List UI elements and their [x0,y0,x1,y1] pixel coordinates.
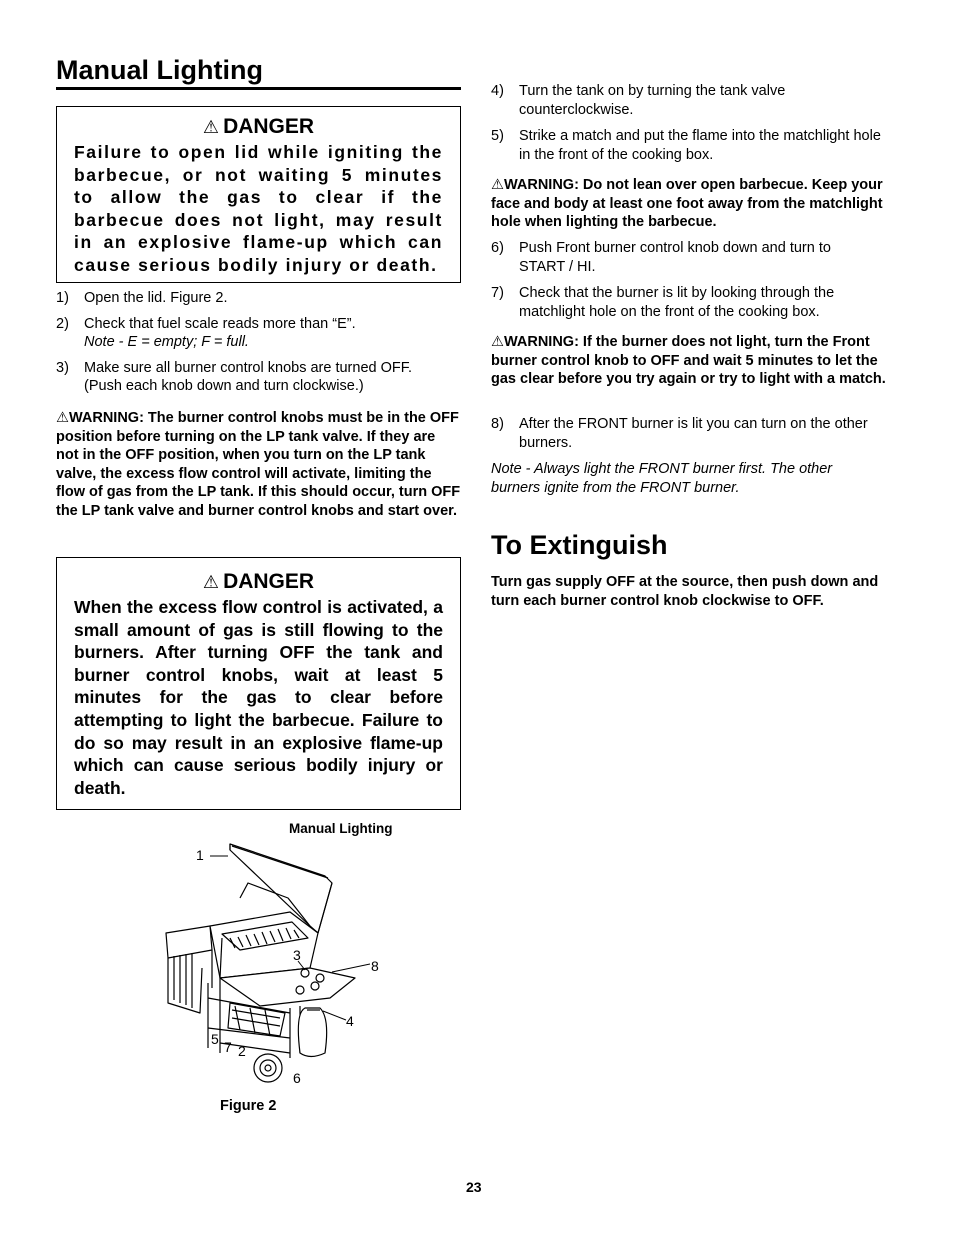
extinguish-text: Turn gas supply OFF at the source, then push down and turn each burner control knob clockwise to OFF. [491,574,879,609]
extinguish-title: To Extinguish [491,530,668,560]
list-item [491,415,891,452]
danger-box-2 [56,557,461,810]
danger-text: Failure to open lid while igniting the barbecue, or not waiting 5 minutes to allow the gas to clear if the barbecue does not light, may result in an explosive flame-up which can cause serious bodily injury or death. [74,142,443,275]
danger-text: When the excess flow control is activated, a small amount of gas is still flowing to the burners. After turning OFF the tank and burner control knobs, wait at least 5 minutes for the gas to clear before attempting to light the barbecue. Failure to do so may result in an explosive flame-up which can cause serious bodily injury or death. [74,597,443,798]
step-text: Check that fuel scale reads more than “E”. [84,315,356,332]
figure-title: Manual Lighting [289,821,393,836]
danger-label: DANGER [223,115,315,138]
step-text: After the FRONT burner is lit you can turn on the other burners. [519,416,868,451]
warning-text: WARNING: The burner control knobs must be in the OFF position before turning on the LP tank valve. If they are not in the OFF position, when you turn on the LP tank valve, the excess flow control will activate, limiting the flow of gas from the LP tank. If this should occur, turn OFF the LP tank valve and burner control knobs and start over. [56,410,461,519]
list-item [491,239,851,276]
step-number: 6) [491,240,504,256]
callout-8: 8 [371,958,379,974]
callout-6: 6 [293,1070,301,1086]
callout-3: 3 [293,947,301,963]
list-item [491,284,851,321]
danger-heading [74,115,443,139]
page-number: 23 [466,1179,482,1195]
list-item [56,359,436,396]
figure-caption: Figure 2 [220,1098,277,1114]
warning-text: WARNING: If the burner does not light, turn the Front burner control knob to OFF and wait 5 minutes to let the gas clear before you try again or try to light with a match. [491,334,886,387]
step-number: 8) [491,416,504,432]
list-item [491,127,891,164]
step-number: 3) [56,359,69,376]
step-number: 7) [491,285,504,301]
step-text: Open the lid. Figure 2. [84,290,228,306]
callout-5: 5 [211,1031,219,1047]
front-burner-note: Note - Always light the FRONT burner first. The other burners ignite from the FRONT burner. [491,461,833,496]
danger-box-1 [56,106,461,283]
warning-triangle-icon: ⚠ [202,117,220,137]
step-number: 4) [491,83,504,99]
warning-3 [491,333,893,389]
callout-2: 2 [238,1043,246,1059]
steps-list-2 [491,82,891,164]
step-number: 5) [491,128,504,144]
steps-list-4 [491,415,891,452]
warning-1 [56,409,461,520]
callout-7: 7 [224,1039,232,1055]
title-rule [56,87,461,90]
grill-illustration [160,838,400,1093]
step-note: Note - E = empty; F = full. [84,334,249,350]
list-item [56,289,461,308]
warning-2 [491,176,883,232]
danger-heading [74,570,443,594]
callout-1: 1 [196,847,204,863]
step-text: Check that the burner is lit by looking through the matchlight hole on the front of the cooking box. [519,285,835,320]
step-text: Push Front burner control knob down and turn to START / HI. [519,240,831,275]
step-body [84,315,461,352]
list-item [56,315,461,352]
warning-text: WARNING: Do not lean over open barbecue. Keep your face and body at least one foot away from the matchlight hole when lighting the barbecue. [491,177,883,230]
warning-triangle-icon: ⚠ [56,410,69,426]
steps-list-3 [491,239,891,321]
warning-triangle-icon: ⚠ [202,572,220,592]
list-item [491,82,831,119]
step-text: Turn the tank on by turning the tank valve counterclockwise. [519,83,786,118]
step-number: 2) [56,315,69,332]
page-title: Manual Lighting [56,55,263,85]
warning-triangle-icon: ⚠ [491,334,504,350]
danger-label: DANGER [223,570,315,593]
callout-4: 4 [346,1013,354,1029]
warning-triangle-icon: ⚠ [491,177,504,193]
step-text: Strike a match and put the flame into the matchlight hole in the front of the cooking box. [519,128,881,163]
step-number: 1) [56,290,69,306]
steps-list-1 [56,289,461,396]
step-text: Make sure all burner control knobs are turned OFF. (Push each knob down and turn clockwise.) [84,359,413,394]
